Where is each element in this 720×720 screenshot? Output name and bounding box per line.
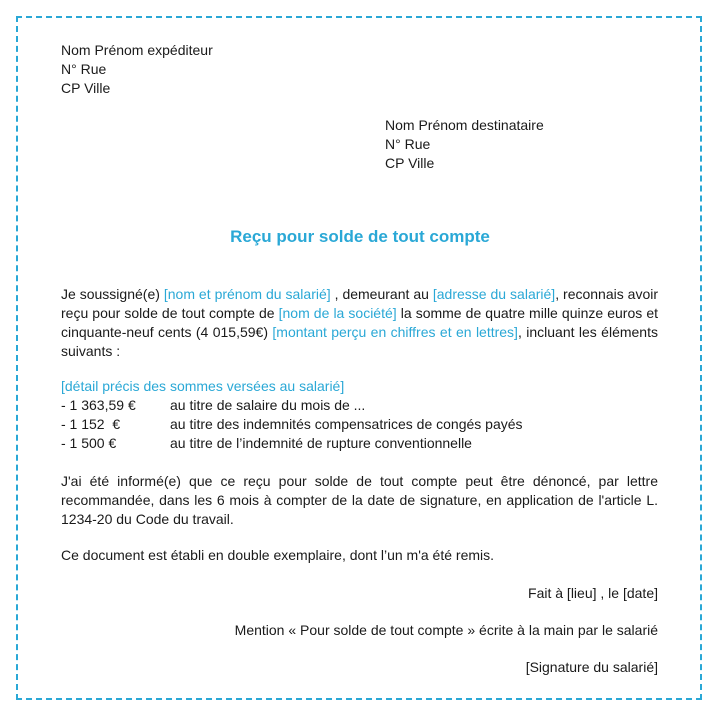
sender-city: CP Ville xyxy=(61,80,111,96)
detail-item xyxy=(61,415,523,434)
sender-street: N° Rue xyxy=(61,61,107,77)
placeholder-employee-address: [adresse du salarié] xyxy=(432,286,556,302)
copies-paragraph: Ce document est établi en double exemplaire, dont l’un m'a été remis. xyxy=(61,547,495,563)
sender-name: Nom Prénom expéditeur xyxy=(61,42,213,58)
detail-item xyxy=(61,434,523,453)
recipient-address xyxy=(385,116,544,173)
detail-amount: - 1 500 € xyxy=(61,435,117,451)
recipient-city: CP Ville xyxy=(385,155,435,171)
payment-details xyxy=(61,377,523,453)
receipt-text-5: , incluant les éléments suivants : xyxy=(61,324,658,359)
details-header: [détail précis des sommes versées au salarié] xyxy=(61,378,345,394)
detail-item xyxy=(61,396,523,415)
document-title: Reçu pour solde de tout compte xyxy=(230,227,490,246)
receipt-paragraph xyxy=(61,285,658,361)
detail-amount: - 1 363,59 € xyxy=(61,397,136,413)
detail-amount: - 1 152 € xyxy=(61,416,121,432)
recipient-name: Nom Prénom destinataire xyxy=(385,117,544,133)
detail-label: au titre des indemnités compensatrices de congés payés xyxy=(170,416,523,432)
receipt-text-1: Je soussigné(e) xyxy=(61,286,164,302)
placeholder-amount: [montant perçu en chiffres et en lettres] xyxy=(272,324,518,340)
placeholder-employee-name: [nom et prénom du salarié] xyxy=(163,286,331,302)
placeholder-company-name: [nom de la société] xyxy=(278,305,397,321)
detail-label: au titre de l’indemnité de rupture conventionnelle xyxy=(170,435,472,451)
handwritten-mention: Mention « Pour solde de tout compte » écrite à la main par le salarié xyxy=(234,622,658,638)
detail-label: au titre de salaire du mois de ... xyxy=(170,397,366,413)
receipt-text-2: , demeurant au xyxy=(330,286,433,302)
receipt-text-4: la somme de quatre mille quinze euros et cinquante-neuf cents (4 015,59€) xyxy=(61,305,658,340)
place-date: Fait à [lieu] , le [date] xyxy=(528,585,658,601)
sender-address xyxy=(61,41,213,98)
information-paragraph: J'ai été informé(e) que ce reçu pour solde de tout compte peut être dénoncé, par lettre recommandée, dans les 6 mois à compter de la date de signature, en application de l'article L. 1234-20 du Code du travail. xyxy=(61,473,658,527)
receipt-text-3: , reconnais avoir reçu pour solde de tout compte de xyxy=(61,286,659,321)
recipient-street: N° Rue xyxy=(385,136,431,152)
signature-placeholder: [Signature du salarié] xyxy=(525,659,658,675)
